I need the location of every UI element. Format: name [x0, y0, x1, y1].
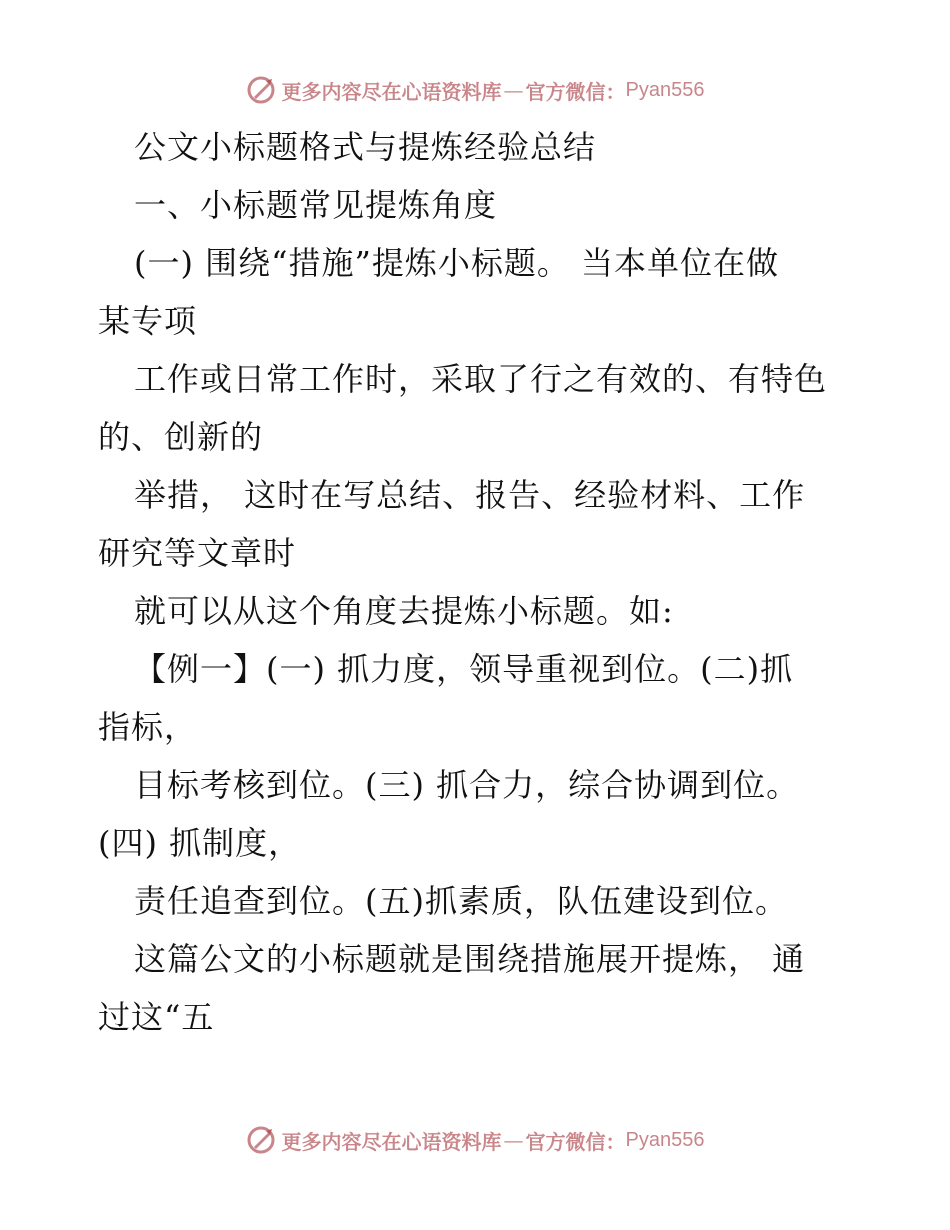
- section-heading: 一、小标题常见提炼角度: [134, 186, 498, 224]
- paragraph-line: 指标，: [98, 708, 198, 746]
- paragraph-line: 研究等文章时: [98, 534, 297, 572]
- paragraph-line: 某专项: [98, 302, 198, 340]
- paragraph-line: 就可以从这个角度去提炼小标题。如:: [134, 592, 674, 630]
- paragraph-line: 目标考核到位。(三) 抓合力，综合协调到位。: [134, 766, 800, 804]
- header-wechat-label: 官方微信：: [525, 79, 626, 104]
- paragraph-line: (一) 围绕“措施”提炼小标题。 当本单位在做: [134, 244, 780, 282]
- paragraph-line: (四) 抓制度，: [98, 824, 302, 862]
- paragraph-line: 责任追查到位。(五)抓素质，队伍建设到位。: [134, 882, 788, 920]
- footer-banner: [0, 1120, 950, 1160]
- paragraph-line: 过这“五: [98, 998, 215, 1036]
- footer-wechat-id: Pyan556: [625, 1128, 705, 1151]
- quill-logo-icon: [246, 1125, 276, 1155]
- paragraph-line: 举措， 这时在写总结、报告、经验材料、工作: [134, 476, 806, 514]
- quill-logo-icon: [246, 75, 276, 105]
- paragraph-line: 工作或日常工作时，采取了行之有效的、有特色: [134, 360, 828, 398]
- document-body: [98, 118, 858, 1046]
- header-dash: —: [503, 78, 524, 102]
- footer-site-text: 更多内容尽在心语资料库: [281, 1129, 502, 1154]
- footer-dash: —: [503, 1128, 524, 1152]
- header-wechat-id: Pyan556: [625, 78, 705, 101]
- document-title: 公文小标题格式与提炼经验总结: [134, 128, 597, 166]
- footer-wechat-label: 官方微信：: [525, 1129, 626, 1154]
- header-site-text: 更多内容尽在心语资料库: [281, 79, 502, 104]
- paragraph-line: 的、创新的: [98, 418, 264, 456]
- paragraph-line: 【例一】(一) 抓力度，领导重视到位。(二)抓: [134, 650, 794, 688]
- paragraph-line: 这篇公文的小标题就是围绕措施展开提炼， 通: [134, 940, 806, 978]
- header-banner: [0, 70, 950, 110]
